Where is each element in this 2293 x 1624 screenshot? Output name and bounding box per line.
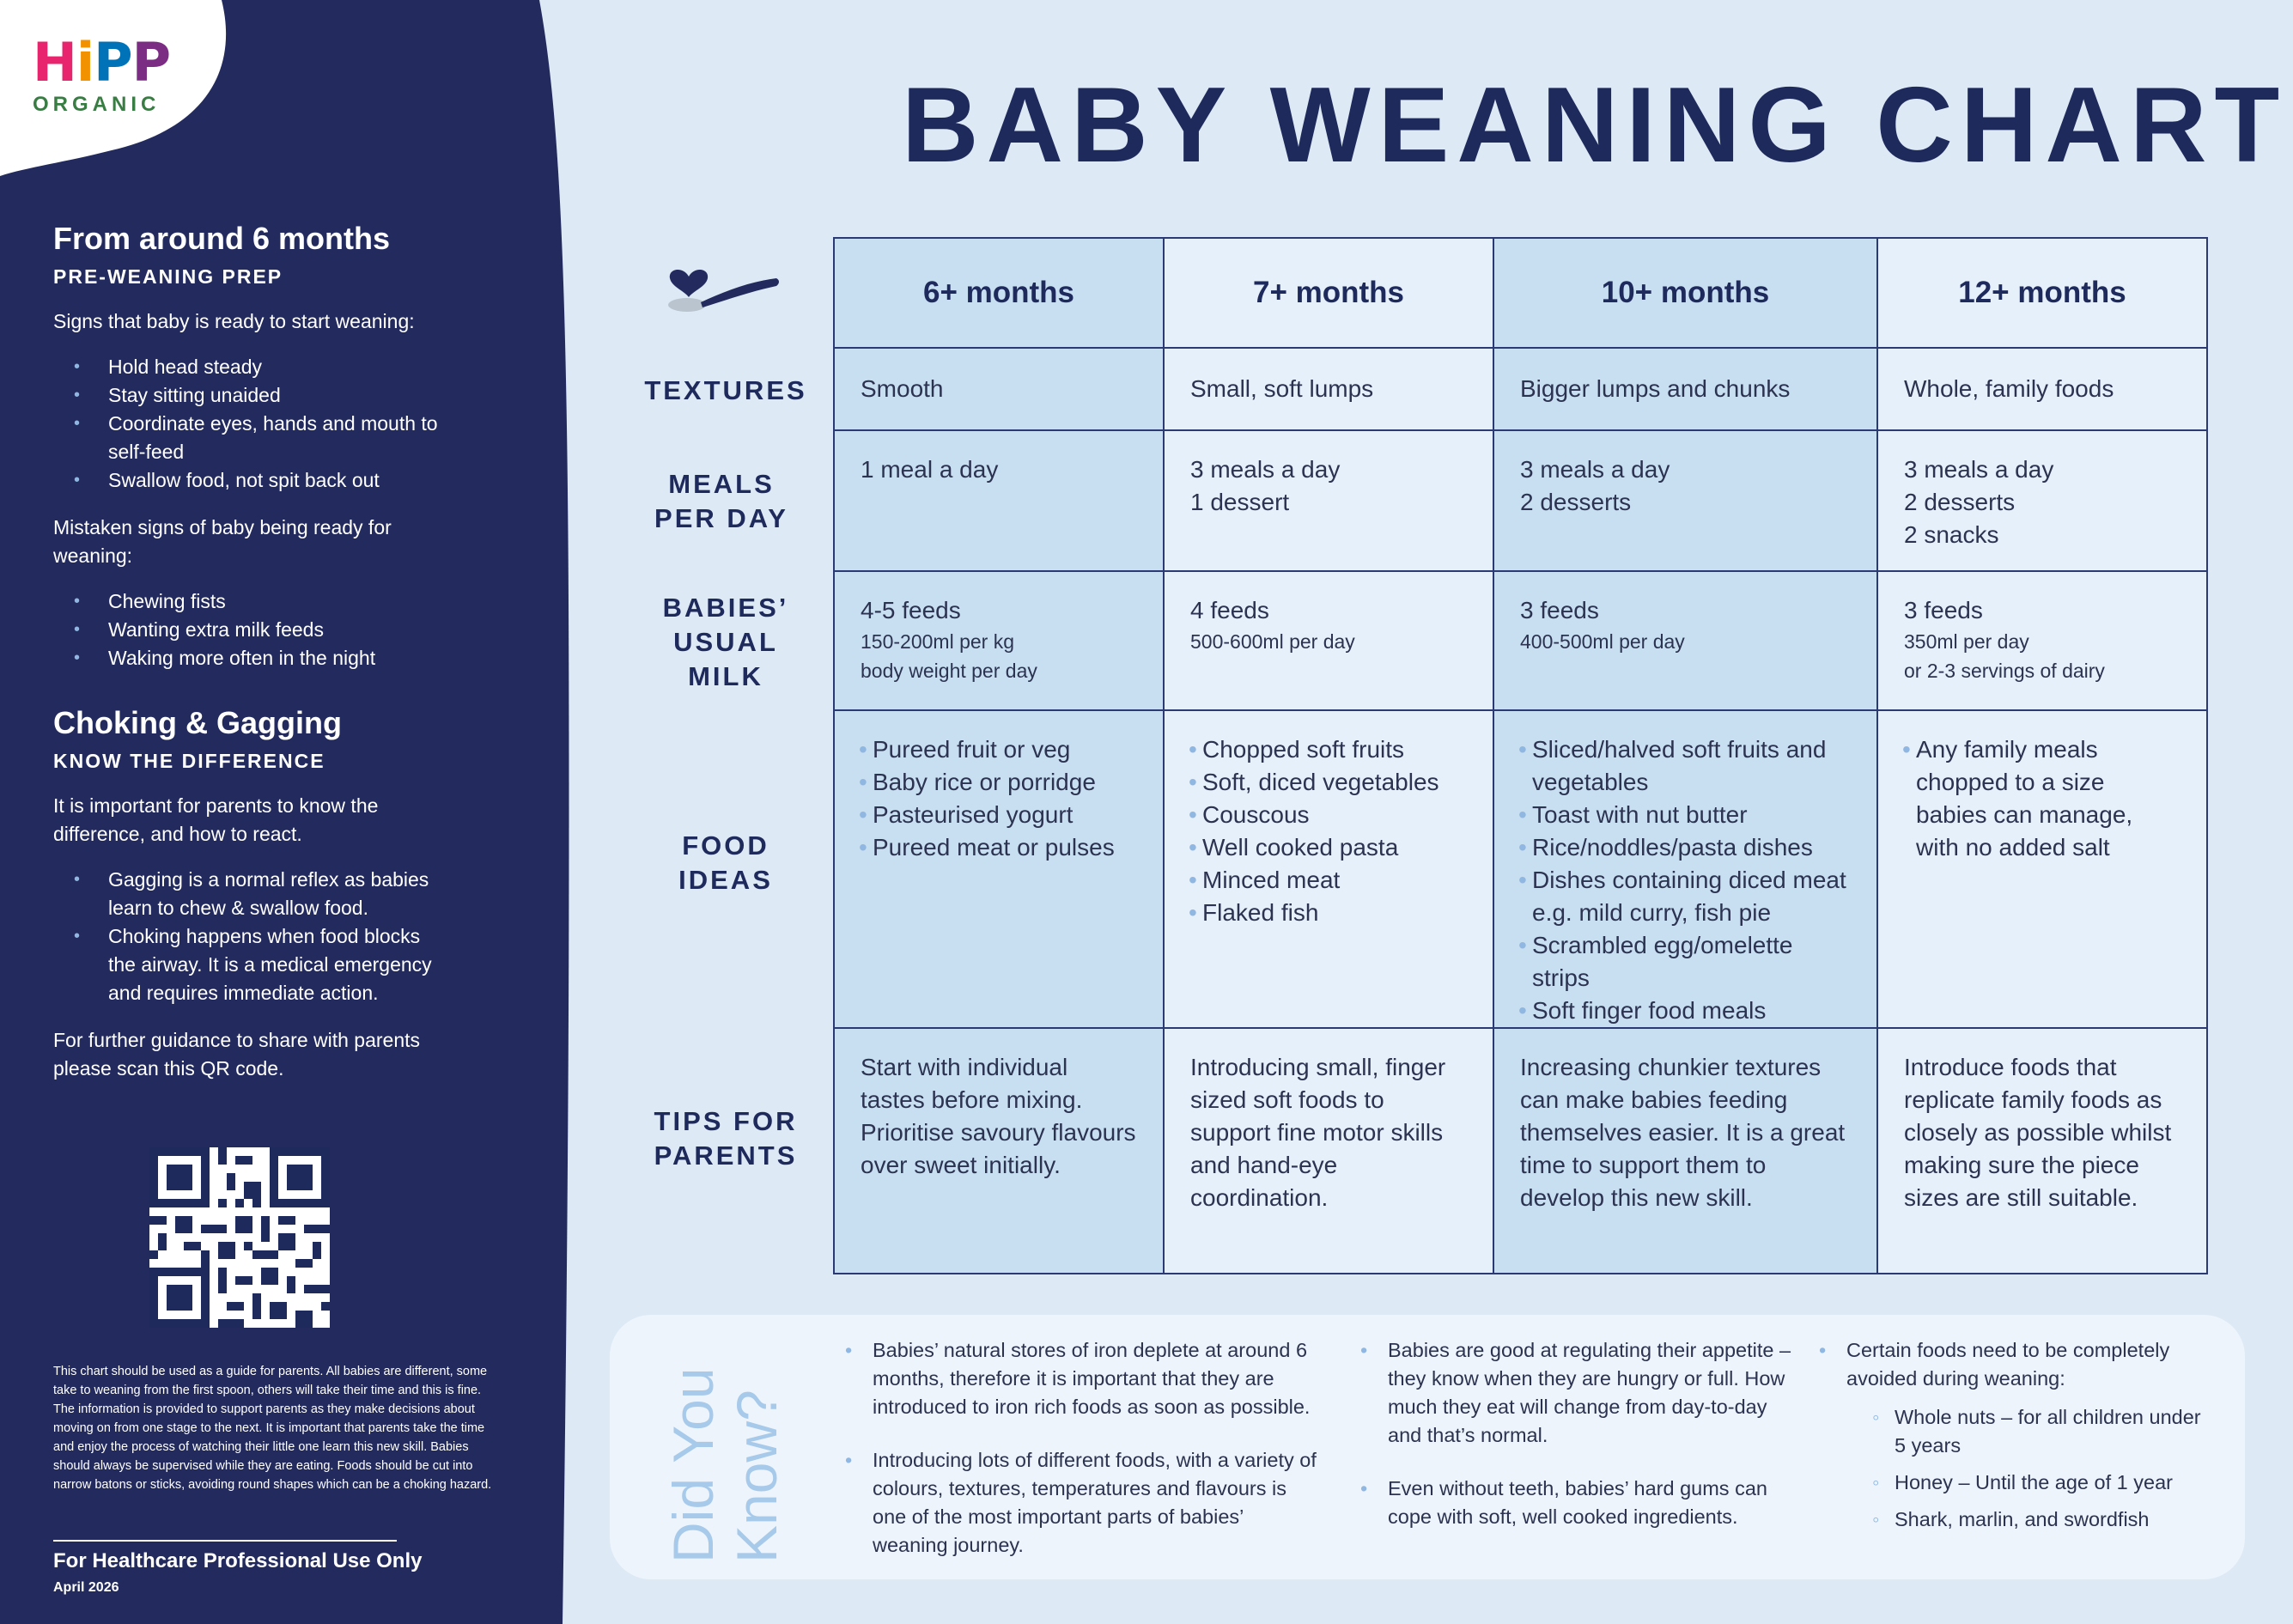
avoid-intro: Certain foods need to be completely avoided during weaning: [1846,1339,2170,1390]
fact-item: • Even without teeth, babies’ hard gums can cope with soft, well cooked ingredients. [1388,1475,1800,1531]
food-cell [1877,710,2207,1028]
meals-line: 1 meal a day [861,456,999,483]
row-label-textures: TEXTURES [644,375,807,405]
did-you-know-line2: Know? [725,1390,788,1563]
section-heading-choking: Choking & Gagging [53,705,342,740]
did-you-know-title [661,1348,788,1563]
list-item: • Rice/noddles/pasta dishes [1532,831,1851,864]
meals-cell [1877,430,2207,571]
list-item: • Coordinate eyes, hands and mouth to self-feed [108,410,448,466]
did-you-know-col3 [1846,1336,2207,1559]
food-cell [1164,710,1493,1028]
meals-line: 3 meals a day [1190,456,1341,483]
textures-cell: Smooth [834,348,1164,430]
list-item: • Sliced/halved soft fruits and vegetables [1532,733,1851,799]
column-header-6-months: 6+ months [834,238,1164,348]
milk-detail: 150-200ml per kg [861,630,1014,653]
meals-line: 2 desserts [1520,489,1632,515]
food-list [1904,733,2180,864]
row-label-meals: MEALS PER DAY [654,469,788,533]
milk-detail: 500-600ml per day [1190,630,1355,653]
food-list [861,733,1137,864]
list-item: • Waking more often in the night [108,644,448,672]
did-you-know-col2 [1388,1336,1800,1556]
row-label-food: FOOD IDEAS [678,830,773,895]
list-item: • Couscous [1202,799,1467,831]
milk-cell [1877,571,2207,710]
signs-list [53,353,448,495]
section-subheading-difference: KNOW THE DIFFERENCE [53,750,325,772]
weaning-table [833,237,2208,1274]
tips-cell: Increasing chunkier textures can make babies feeding themselves easier. It is a great time to support them to develop this new skill. [1493,1028,1877,1274]
list-item: • Toast with nut butter [1532,799,1851,831]
list-item: ◦ Whole nuts – for all children under 5 years [1895,1403,2207,1460]
page-title: BABY WEANING CHART [902,66,2288,185]
food-cell [1493,710,1877,1028]
row-label-milk: BABIES’ USUAL MILK [662,593,789,691]
choking-list [53,866,448,1007]
list-item: • Dishes containing diced meat e.g. mild curry, fish pie [1532,864,1851,929]
fact-item [1846,1336,2207,1534]
tips-cell: Start with individual tastes before mixing. Prioritise savoury flavours over sweet initially. [834,1028,1164,1274]
meals-line: 2 desserts [1904,489,2016,515]
did-you-know-col1 [873,1336,1319,1584]
list-item: • Soft, diced vegetables [1202,766,1467,799]
logo-organic: ORGANIC [33,93,161,116]
tips-cell: Introduce foods that replicate family foods as closely as possible whilst making sure the piece sizes are still suitable. [1877,1028,2207,1274]
list-item: • Well cooked pasta [1202,831,1467,864]
column-header-10-months: 10+ months [1493,238,1877,348]
fact-item: • Introducing lots of different foods, with a variety of colours, textures, temperatures and flavours is one of the most important parts of babies’ weaning journey. [873,1446,1319,1560]
disclaimer-text: This chart should be used as a guide for parents. All babies are different, some take to weaning from the first spoon, others will take their time and this is fine. The information is provided to support parents as they make decisions about moving on from one stage to the next. It is important that parents take the time and enjoy the process of watching their little one learn this new skill. Babies should always be supervised while they are eating. Foods should be cut into narrow batons or sticks, avoiding round shapes which can be a choking hazard. [53,1365,492,1492]
list-item: • Pureed fruit or veg [873,733,1137,766]
milk-cell [1164,571,1493,710]
signs-intro: Signs that baby is ready to start weaning: [53,310,415,332]
list-item: • Flaked fish [1202,897,1467,929]
divider [53,1540,397,1542]
mistaken-list [53,587,448,672]
meals-cell [1164,430,1493,571]
column-header-12-months: 12+ months [1877,238,2207,348]
list-item: • Gagging is a normal reflex as babies learn to chew & swallow food. [108,866,448,922]
list-item: • Chewing fists [108,587,448,616]
milk-detail: body weight per day [861,660,1037,682]
food-list [1520,733,1851,1027]
list-item: • Choking happens when food blocks the airway. It is a medical emergency and requires immediate action. [108,922,448,1007]
qr-code[interactable] [149,1147,330,1328]
milk-cell [834,571,1164,710]
section-heading-6-months: From around 6 months [53,221,391,256]
list-item: • Stay sitting unaided [108,381,448,410]
list-item: • Pasteurised yogurt [873,799,1137,831]
milk-detail: 350ml per day [1904,630,2029,653]
tips-cell: Introducing small, finger sized soft foods to support fine motor skills and hand-eye coordination. [1164,1028,1493,1274]
meals-cell [834,430,1164,571]
list-item: • Pureed meat or pulses [873,831,1137,864]
list-item: • Wanting extra milk feeds [108,616,448,644]
row-label-tips: TIPS FOR PARENTS [654,1106,798,1171]
textures-cell: Small, soft lumps [1164,348,1493,430]
logo-wordmark: HiPP [33,31,171,94]
food-cell [834,710,1164,1028]
section-subheading-prep: PRE-WEANING PREP [53,265,283,288]
meals-line: 3 meals a day [1904,456,2054,483]
hipp-logo [33,31,179,117]
column-header-7-months: 7+ months [1164,238,1493,348]
meals-line: 2 snacks [1904,521,1999,548]
mistaken-intro: Mistaken signs of baby being ready for weaning: [53,516,392,567]
qr-guidance-text: For further guidance to share with parents please scan this QR code. [53,1029,421,1080]
choking-intro: It is important for parents to know the difference, and how to react. [53,794,379,845]
textures-cell: Whole, family foods [1877,348,2207,430]
list-item: • Swallow food, not spit back out [108,466,448,495]
fact-item: • Babies’ natural stores of iron deplete at around 6 months, therefore it is important that they are introduced to iron rich foods as soon as possible. [873,1336,1319,1421]
fact-item: • Babies are good at regulating their appetite – they know when they are hungry or full. How much they eat will change from day-to-day and that’s normal. [1388,1336,1800,1450]
list-item: ◦ Honey – Until the age of 1 year [1895,1469,2207,1497]
avoid-list [1846,1403,2207,1534]
list-item: • Minced meat [1202,864,1467,897]
list-item: • Chopped soft fruits [1202,733,1467,766]
food-list [1190,733,1467,929]
milk-feeds: 3 feeds [1904,597,1983,623]
list-item: • Hold head steady [108,353,448,381]
meals-cell [1493,430,1877,571]
hcp-notice: For Healthcare Professional Use Only [53,1549,423,1572]
milk-cell [1493,571,1877,710]
list-item: • Soft finger food meals [1532,994,1851,1027]
milk-feeds: 4-5 feeds [861,597,961,623]
textures-cell: Bigger lumps and chunks [1493,348,1877,430]
did-you-know-line1: Did You [661,1367,725,1563]
milk-feeds: 3 feeds [1520,597,1599,623]
list-item: • Scrambled egg/omelette strips [1532,929,1851,994]
milk-detail: 400-500ml per day [1520,630,1685,653]
sidebar-content [53,219,448,1083]
list-item: • Any family meals chopped to a size babies can manage, with no added salt [1916,733,2180,864]
publish-date: April 2026 [53,1580,119,1595]
meals-line: 1 dessert [1190,489,1290,515]
milk-feeds: 4 feeds [1190,597,1269,623]
list-item: ◦ Shark, marlin, and swordfish [1895,1505,2207,1534]
milk-detail: or 2-3 servings of dairy [1904,660,2105,682]
meals-line: 3 meals a day [1520,456,1670,483]
heart-spoon-icon [663,258,783,318]
list-item: • Baby rice or porridge [873,766,1137,799]
